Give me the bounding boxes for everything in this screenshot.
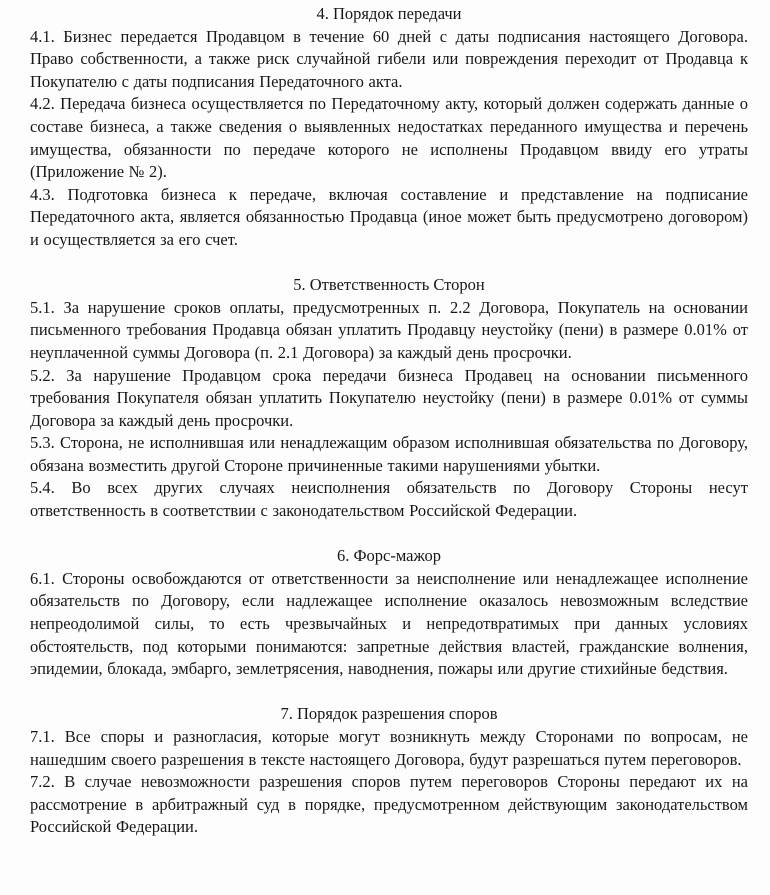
clause-5-4: 5.4. Во всех других случаях неисполнения обязательств по Договору Стороны несут ответственность в соответствии с законодательством Российской Федерации. <box>30 478 748 521</box>
clause-5-1: 5.1. За нарушение сроков оплаты, предусмотренных п. 2.2 Договора, Покупатель на основании письменного требования Продавца обязан уплатить Продавцу неустойку (пени) в размере 0.01% от неуплаченной суммы Договора (п. 2.1 Договора) за каждый день просрочки. <box>30 297 748 362</box>
clause-4-1: 4.1. Бизнес передается Продавцом в течение 60 дней с даты подписания настоящего Договора. Право собственности, а также риск случайной гибели или повреждения переходит от Продавца к Покупателю с даты подписания Передаточного акта. <box>30 26 748 91</box>
clause-7-2: 7.2. В случае невозможности разрешения споров путем переговоров Стороны передают их на рассмотрение в арбитражный суд в порядке, предусмотренном действующим законодательством Российской Федерации. <box>30 772 748 837</box>
section-transfer-order <box>30 3 748 252</box>
section-heading-liability: 5. Ответственность Сторон <box>293 275 485 295</box>
clause-5-3: 5.3. Сторона, не исполнившая или ненадлежащим образом исполнившая обязательства по Договору, обязана возместить другой Стороне причиненные такими нарушениями убытки. <box>30 433 748 475</box>
clause-4-3: 4.3. Подготовка бизнеса к передаче, включая составление и представление на подписание Передаточного акта, является обязанностью Продавца (иное может быть предусмотрено договором) и осуществляется за его счет. <box>30 184 748 249</box>
section-liability <box>30 274 748 523</box>
section-heading-transfer-order: 4. Порядок передачи <box>316 4 462 23</box>
clause-4-2: 4.2. Передача бизнеса осуществляется по Передаточному акту, который должен содержать данные о составе бизнеса, а также сведения о выявленных недостатках переданного имущества и перечень имущества, обязанности по передаче которого не исполнены Продавцом ввиду его утраты (Приложение № 2). <box>30 94 748 182</box>
clause-7-1: 7.1. Все споры и разногласия, которые могут возникнуть между Сторонами по вопросам, не нашедшим своего разрешения в тексте настоящего Договора, будут разрешаться путем переговоров. <box>30 727 748 769</box>
clause-6-1: 6.1. Стороны освобождаются от ответственности за неисполнение или ненадлежащее исполнение обязательств по Договору, если надлежащее исполнение оказалось невозможным вследствие непреодолимой силы, то есть чрезвычайных и непредотвратимых при данных условиях обстоятельств, под которыми понимаются: запретные действия властей, гражданские волнения, эпидемии, блокада, эмбарго, землетрясения, наводнения, пожары или другие стихийные бедствия. <box>30 568 748 679</box>
section-heading-dispute-resolution: 7. Порядок разрешения споров <box>280 704 498 724</box>
section-heading-force-majeure: 6. Форс-мажор <box>337 546 441 566</box>
section-force-majeure <box>30 545 748 681</box>
section-dispute-resolution <box>30 703 748 839</box>
clause-5-2: 5.2. За нарушение Продавцом срока передачи бизнеса Продавец на основании письменного требования Покупателя обязан уплатить Покупателю неустойку (пени) в размере 0.01% от суммы Договора за каждый день просрочки. <box>30 365 748 430</box>
